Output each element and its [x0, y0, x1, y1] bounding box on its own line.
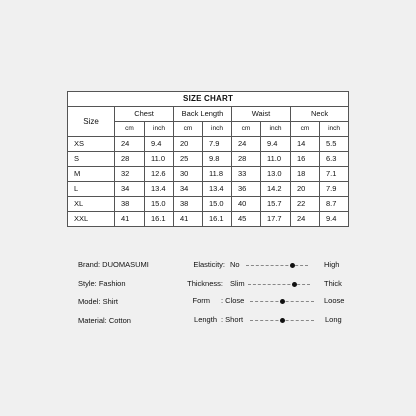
form-scale — [250, 301, 314, 302]
elasticity-indicator — [290, 263, 295, 268]
size-cell: S — [68, 152, 115, 167]
measurement-cell: 12.6 — [145, 167, 174, 182]
unit-header: inch — [261, 122, 291, 137]
measurement-cell: 45 — [232, 212, 261, 227]
measurement-cell: 24 — [232, 137, 261, 152]
size-chart-table — [67, 91, 349, 227]
table-row — [68, 212, 349, 227]
measurement-cell: 15.0 — [145, 197, 174, 212]
measurement-cell: 34 — [174, 182, 203, 197]
elasticity-scale — [246, 265, 308, 266]
measurement-cell: 9.8 — [203, 152, 232, 167]
table-row — [68, 152, 349, 167]
measurement-cell: 41 — [174, 212, 203, 227]
length-max-label: Long — [325, 315, 342, 324]
measurement-cell: 36 — [232, 182, 261, 197]
back-length-header: Back Length — [174, 107, 232, 122]
length-scale — [250, 320, 314, 321]
size-cell: L — [68, 182, 115, 197]
measurement-cell: 11.8 — [203, 167, 232, 182]
measurement-cell: 18 — [291, 167, 320, 182]
measurement-cell: 16.1 — [145, 212, 174, 227]
measurement-cell: 15.7 — [261, 197, 291, 212]
measurement-cell: 8.7 — [320, 197, 349, 212]
table-row — [68, 167, 349, 182]
style-label: Style: Fashion — [78, 279, 126, 288]
model-label: Model: Shirt — [78, 297, 119, 306]
table-row — [68, 137, 349, 152]
measurement-cell: 5.5 — [320, 137, 349, 152]
measurement-cell: 9.4 — [145, 137, 174, 152]
measurement-cell: 9.4 — [320, 212, 349, 227]
measurement-cell: 24 — [291, 212, 320, 227]
unit-header: cm — [291, 122, 320, 137]
unit-header: cm — [115, 122, 145, 137]
measurement-cell: 41 — [115, 212, 145, 227]
table-row — [68, 182, 349, 197]
measurement-cell: 17.7 — [261, 212, 291, 227]
form-max-label: Loose — [324, 296, 345, 305]
thickness-max-label: Thick — [324, 279, 342, 288]
measurement-cell: 6.3 — [320, 152, 349, 167]
measurement-cell: 30 — [174, 167, 203, 182]
measurement-cell: 14.2 — [261, 182, 291, 197]
measurement-cell: 20 — [174, 137, 203, 152]
size-cell: M — [68, 167, 115, 182]
measurement-cell: 13.0 — [261, 167, 291, 182]
measurement-cell: 40 — [232, 197, 261, 212]
size-cell: XXL — [68, 212, 115, 227]
size-cell: XS — [68, 137, 115, 152]
length-min-label: : Short — [221, 315, 244, 324]
neck-header: Neck — [291, 107, 349, 122]
measurement-cell: 7.9 — [203, 137, 232, 152]
measurement-cell: 11.0 — [261, 152, 291, 167]
measurement-cell: 34 — [115, 182, 145, 197]
measurement-cell: 11.0 — [145, 152, 174, 167]
thickness-indicator — [292, 282, 297, 287]
form-min-label: : Close — [221, 296, 245, 305]
measurement-cell: 24 — [115, 137, 145, 152]
measurement-cell: 38 — [115, 197, 145, 212]
measurement-cell: 16.1 — [203, 212, 232, 227]
form-label: Form — [192, 296, 210, 305]
unit-header: inch — [145, 122, 174, 137]
material-label: Material: Cotton — [78, 316, 131, 325]
unit-header: inch — [320, 122, 349, 137]
measurement-cell: 16 — [291, 152, 320, 167]
measurement-cell: 22 — [291, 197, 320, 212]
unit-header: cm — [232, 122, 261, 137]
measurement-cell: 14 — [291, 137, 320, 152]
measurement-cell: 38 — [174, 197, 203, 212]
table-row — [68, 197, 349, 212]
measurement-cell: 13.4 — [203, 182, 232, 197]
unit-header: cm — [174, 122, 203, 137]
measurement-cell: 9.4 — [261, 137, 291, 152]
measurement-cell: 33 — [232, 167, 261, 182]
elasticity-min-label: No — [230, 260, 240, 269]
measurement-cell: 20 — [291, 182, 320, 197]
thickness-label: Thickness: — [187, 279, 223, 288]
size-chart-title: SIZE CHART — [68, 92, 349, 107]
measurement-cell: 25 — [174, 152, 203, 167]
measurement-cell: 15.0 — [203, 197, 232, 212]
unit-header: inch — [203, 122, 232, 137]
measurement-cell: 13.4 — [145, 182, 174, 197]
elasticity-label: Elasticity: — [193, 260, 225, 269]
chest-header: Chest — [115, 107, 174, 122]
measurement-cell: 32 — [115, 167, 145, 182]
measurement-cell: 7.9 — [320, 182, 349, 197]
thickness-scale — [248, 284, 310, 285]
size-chart-body — [68, 137, 349, 227]
form-indicator — [280, 299, 285, 304]
elasticity-max-label: High — [324, 260, 340, 269]
length-indicator — [280, 318, 285, 323]
measurement-cell: 7.1 — [320, 167, 349, 182]
brand-label: Brand: DUOMASUMI — [78, 260, 149, 269]
waist-header: Waist — [232, 107, 291, 122]
size-column-header: Size — [68, 107, 115, 137]
size-cell: XL — [68, 197, 115, 212]
length-label: Length — [194, 315, 217, 324]
thickness-min-label: Slim — [230, 279, 245, 288]
measurement-cell: 28 — [115, 152, 145, 167]
measurement-cell: 28 — [232, 152, 261, 167]
